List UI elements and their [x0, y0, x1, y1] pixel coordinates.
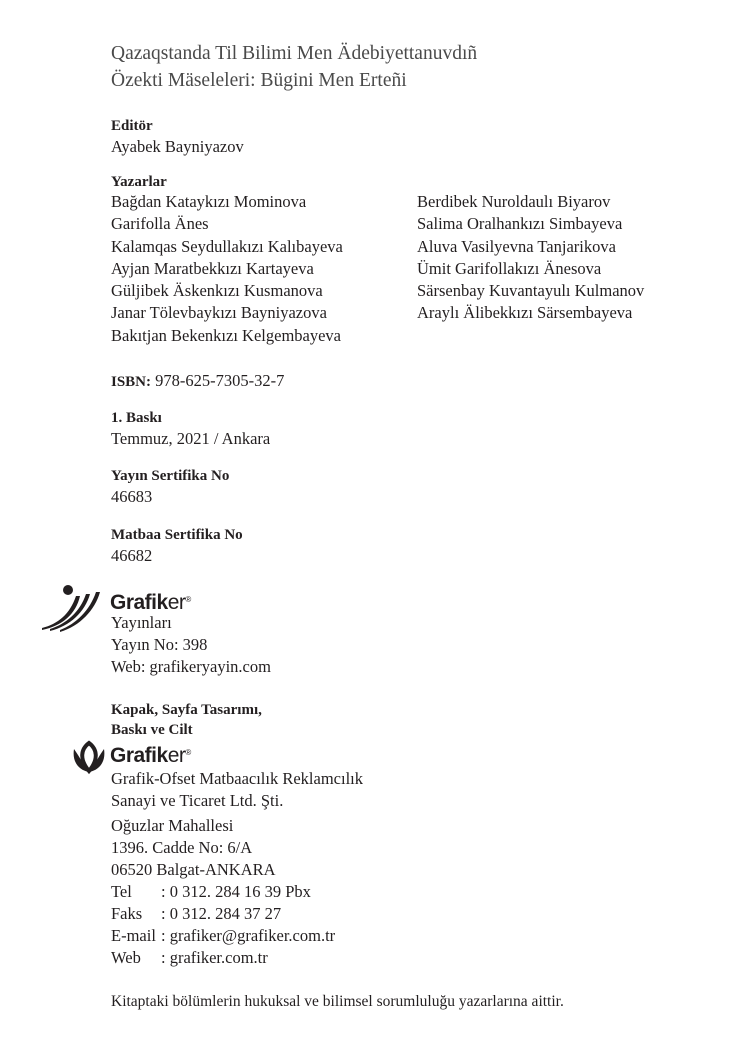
- authors-label: Yazarlar: [111, 174, 167, 190]
- contact-key: Tel: [111, 882, 132, 901]
- company-line2: Sanayi ve Ticaret Ltd. Şti.: [111, 791, 284, 810]
- grafiker-print-logo-icon: [70, 739, 108, 775]
- address-line2: 1396. Cadde No: 6/A: [111, 838, 253, 857]
- book-title: [111, 40, 477, 94]
- edition-section: [111, 408, 270, 450]
- publisher-section: [111, 612, 271, 678]
- author-name: Bağdan Kataykızı Mominova: [111, 192, 307, 211]
- grafiker-publisher-logo-icon: [40, 584, 108, 632]
- isbn-line: [111, 370, 284, 392]
- author-name: Janar Tölevbaykızı Bayniyazova: [111, 303, 327, 323]
- authors-label-wrap: [111, 172, 167, 192]
- print-address: [111, 815, 335, 969]
- company-line1: Grafik-Ofset Matbaacılık Reklamcılık: [111, 769, 363, 788]
- book-title-line2: Özekti Mäseleleri: Bügini Men Erteñi: [111, 70, 407, 91]
- edition-value: Temmuz, 2021 / Ankara: [111, 429, 271, 448]
- publisher-name: Yayınları: [111, 613, 172, 632]
- authors-list-left: [111, 191, 343, 347]
- print-company: [111, 768, 363, 812]
- isbn-label: ISBN:: [111, 374, 152, 390]
- contact-value: : grafiker.com.tr: [161, 948, 268, 967]
- contact-row: [111, 903, 335, 925]
- publisher-number: Yayın No: 398: [111, 635, 208, 654]
- isbn-value: 978-625-7305-32-7: [155, 371, 285, 390]
- publisher-web: Web: grafikeryayin.com: [111, 657, 271, 676]
- address-line3: 06520 Balgat-ANKARA: [111, 860, 276, 879]
- address-line1: Oğuzlar Mahallesi: [111, 816, 234, 835]
- author-name: Ümit Garifollakızı Änesova: [417, 258, 602, 278]
- publication-cert-label: Yayın Sertifika No: [111, 468, 230, 484]
- contact-value: : grafiker@grafiker.com.tr: [161, 926, 336, 945]
- contact-value: : 0 312. 284 37 27: [161, 904, 282, 923]
- contact-row: [111, 947, 335, 969]
- authors-list-right: [417, 191, 644, 325]
- design-label-line1: Kapak, Sayfa Tasarımı,: [111, 702, 262, 718]
- author-name: Salima Oralhankızı Simbayeva: [417, 214, 623, 234]
- book-title-line1: Qazaqstanda Til Bilimi Men Ädebiyettanuvdıñ: [111, 43, 478, 64]
- print-logo-wordmark: [110, 744, 191, 768]
- edition-label: 1. Baskı: [111, 410, 162, 426]
- author-name: Bakıtjan Bekenkızı Kelgembayeva: [111, 325, 342, 345]
- author-name: Kalamqas Seydullakızı Kalıbayeva: [111, 236, 343, 256]
- contact-row: [111, 881, 335, 903]
- author-name: Ayjan Maratbekkızı Kartayeva: [111, 258, 314, 278]
- publication-cert-section: [111, 466, 229, 508]
- editor-label: Editör: [111, 118, 153, 134]
- author-name: Särsenbay Kuvantayulı Kulmanov: [417, 281, 645, 301]
- editor-name: Ayabek Bayniyazov: [111, 137, 244, 156]
- print-cert-section: [111, 525, 243, 567]
- print-cert-label: Matbaa Sertifika No: [111, 527, 243, 543]
- responsibility-note: Kitaptaki bölümlerin hukuksal ve bilimsel sorumluluğu yazarlarına aittir.: [111, 993, 564, 1010]
- design-label-line2: Baskı ve Cilt: [111, 722, 193, 738]
- publisher-logo-text: Grafiker®: [110, 591, 191, 614]
- author-name: Araylı Älibekkızı Särsembayeva: [417, 303, 633, 323]
- author-name: Aluva Vasilyevna Tanjarikova: [417, 236, 616, 256]
- contact-key: Web: [111, 948, 141, 967]
- author-name: Güljibek Äskenkızı Kusmanova: [111, 281, 323, 301]
- publication-cert-value: 46683: [111, 487, 153, 506]
- author-name: Garifolla Änes: [111, 214, 209, 234]
- contact-key: E-mail: [111, 926, 156, 945]
- contact-row: [111, 925, 335, 947]
- author-name: Berdibek Nuroldaulı Biyarov: [417, 192, 611, 211]
- print-logo-text: Grafiker®: [110, 744, 191, 767]
- editor-section: [111, 116, 244, 158]
- design-label-section: [111, 700, 262, 740]
- print-cert-value: 46682: [111, 546, 153, 565]
- contact-key: Faks: [111, 904, 143, 923]
- contact-value: : 0 312. 284 16 39 Pbx: [161, 882, 311, 901]
